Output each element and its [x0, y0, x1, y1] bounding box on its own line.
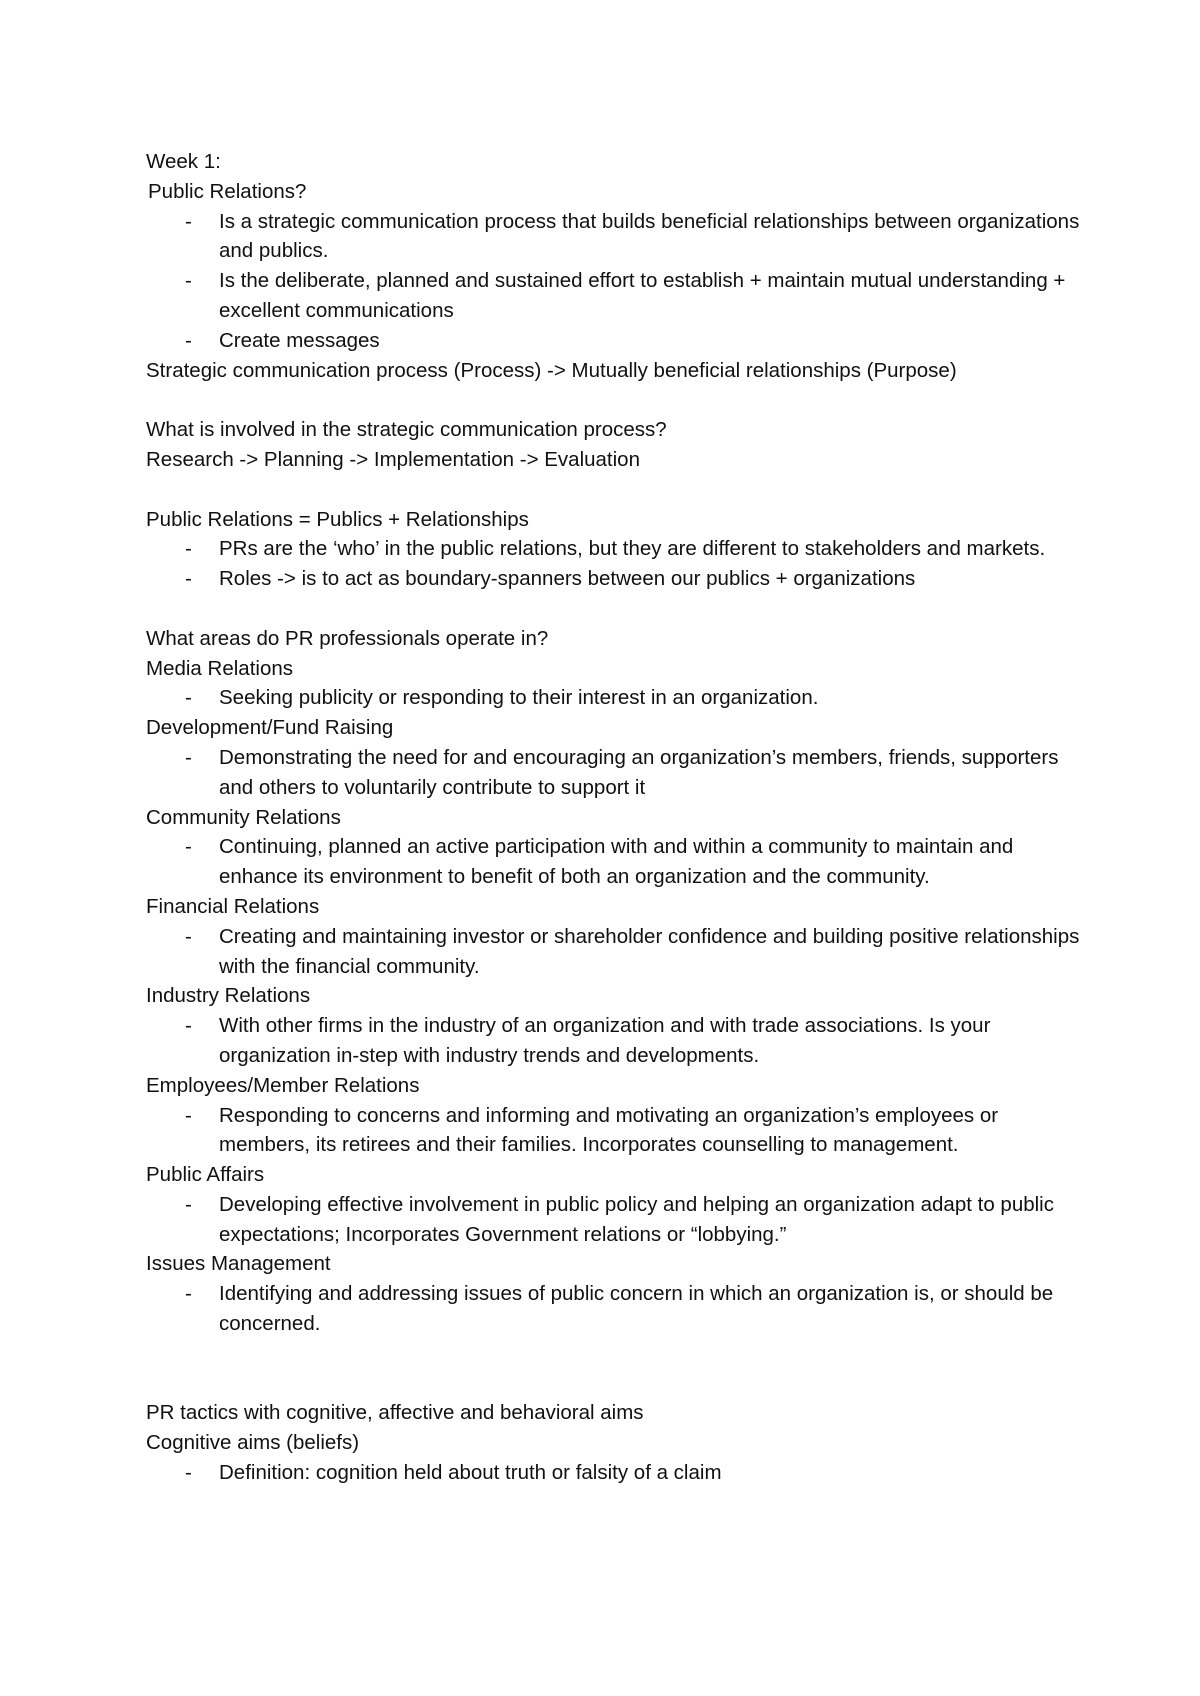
bullet-dash: -: [185, 1461, 192, 1485]
area-heading: Community Relations: [146, 805, 341, 829]
bullet-dash: -: [185, 745, 192, 769]
bullet-text: Seeking publicity or responding to their interest in an organization.: [219, 686, 819, 710]
bullet-item: [146, 534, 1094, 564]
bullet-dash: -: [185, 835, 192, 859]
area-heading: Media Relations: [146, 656, 293, 680]
area-heading: Employees/Member Relations: [146, 1073, 420, 1097]
area-heading: Financial Relations: [146, 894, 320, 918]
bullet-text: Definition: cognition held about truth or falsity of a claim: [219, 1461, 722, 1485]
area-heading: Issues Management: [146, 1252, 331, 1276]
bullet-item: [146, 1011, 1094, 1071]
bullet-dash: -: [185, 269, 192, 293]
bullet-dash: -: [185, 924, 192, 948]
text-line: Strategic communication process (Process) -> Mutually beneficial relationships (Purpose): [146, 358, 957, 382]
blank-line: [146, 1339, 1086, 1399]
blank-line: [146, 475, 1086, 505]
bullet-item: [146, 326, 1094, 356]
text-line: PR tactics with cognitive, affective and behavioral aims: [146, 1401, 644, 1425]
bullet-dash: -: [185, 567, 192, 591]
bullet-item: [146, 1190, 1094, 1250]
blank-line: [146, 385, 1086, 415]
bullet-text: Continuing, planned an active participation with and within a community to maintain and enhance its environment to benefit of both an organization and the community.: [219, 835, 1014, 889]
bullet-item: [146, 1101, 1094, 1161]
bullet-dash: -: [185, 1103, 192, 1127]
area-heading: Public Affairs: [146, 1163, 265, 1187]
bullet-text: Roles -> is to act as boundary-spanners between our publics + organizations: [219, 567, 916, 591]
bullet-dash: -: [185, 1014, 192, 1038]
bullet-item: [146, 1279, 1094, 1339]
bullet-dash: -: [185, 328, 192, 352]
bullet-text: Create messages: [219, 328, 380, 352]
area-heading: Cognitive aims (beliefs): [146, 1431, 360, 1455]
bullet-text: With other firms in the industry of an organization and with trade associations. Is your organization in-step with industry trends and developments.: [219, 1014, 991, 1067]
area-heading: Industry Relations: [146, 984, 311, 1008]
bullet-item: [146, 266, 1094, 326]
bullet-text: Is the deliberate, planned and sustained effort to establish + maintain mutual understanding + excellent communications: [219, 269, 1066, 322]
bullet-item: [146, 832, 1094, 892]
bullet-item: [146, 922, 1094, 982]
bullet-text: Identifying and addressing issues of public concern in which an organization is, or should be concerned.: [219, 1282, 1054, 1336]
bullet-item: [146, 683, 1094, 713]
text-line: What areas do PR professionals operate in?: [146, 626, 549, 650]
area-heading: Development/Fund Raising: [146, 716, 394, 740]
document-body: [146, 147, 1086, 1488]
bullet-text: Creating and maintaining investor or shareholder confidence and building positive relationships with the financial community.: [219, 924, 1080, 978]
bullet-text: Demonstrating the need for and encouraging an organization’s members, friends, supporters and others to voluntarily contribute to support it: [219, 745, 1059, 799]
topic-heading: Public Relations?: [148, 179, 307, 203]
text-line: Research -> Planning -> Implementation -> Evaluation: [146, 447, 640, 471]
bullet-text: Developing effective involvement in public policy and helping an organization adapt to public expectations; Incorporates Government relations or “lobbying.”: [219, 1192, 1054, 1246]
bullet-dash: -: [185, 686, 192, 710]
bullet-text: Is a strategic communication process that builds beneficial relationships between organizations and publics.: [219, 209, 1080, 263]
bullet-text: Responding to concerns and informing and motivating an organization’s employees or members, its retirees and their families. Incorporates counselling to management.: [219, 1103, 999, 1157]
text-line: What is involved in the strategic communication process?: [146, 418, 667, 442]
bullet-dash: -: [185, 1192, 192, 1216]
bullet-dash: -: [185, 537, 192, 561]
bullet-dash: -: [185, 209, 192, 233]
text-line: Public Relations = Publics + Relationships: [146, 507, 529, 531]
blank-line: [146, 594, 1086, 624]
bullet-item: [146, 743, 1094, 803]
bullet-item: [146, 1458, 1094, 1488]
week-heading: Week 1:: [146, 150, 221, 173]
bullet-item: [146, 207, 1094, 267]
bullet-text: PRs are the ‘who’ in the public relations, but they are different to stakeholders and markets.: [219, 537, 1046, 561]
bullet-dash: -: [185, 1282, 192, 1306]
bullet-item: [146, 564, 1094, 594]
